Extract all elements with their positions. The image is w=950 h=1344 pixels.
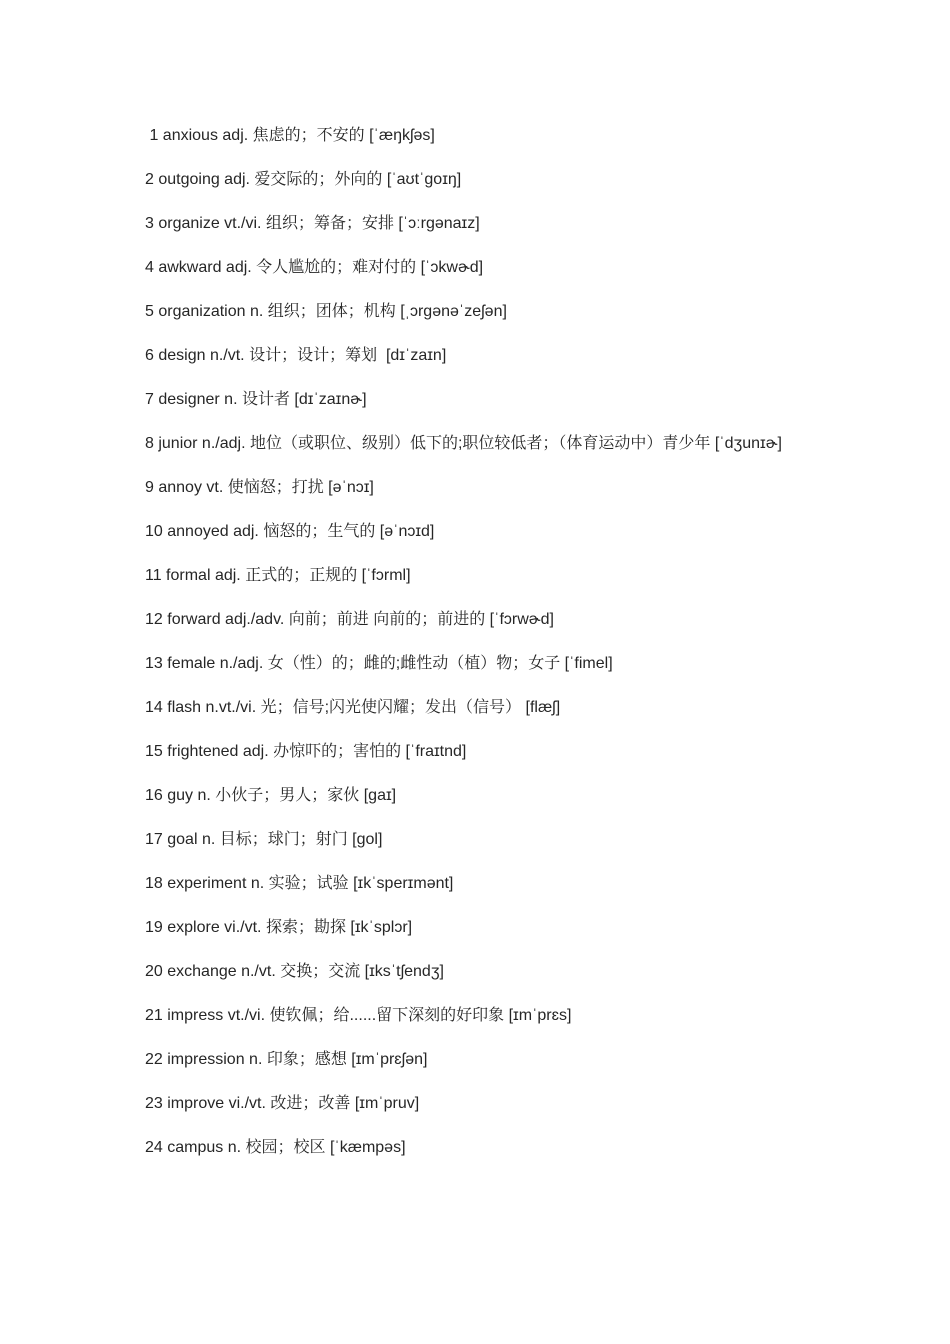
- vocab-entry: 13 female n./adj. 女（性）的；雌的;雌性动（植）物；女子 [ˈfimel]: [145, 655, 613, 672]
- vocab-entry: 10 annoyed adj. 恼怒的；生气的 [əˈnɔɪd]: [145, 523, 435, 540]
- vocab-entry: 6 design n./vt. 设计；设计；筹划 [dɪˈzaɪn]: [145, 347, 447, 364]
- vocab-entry: 15 frightened adj. 办惊吓的；害怕的 [ˈfraɪtnd]: [145, 743, 467, 760]
- vocab-entry: 4 awkward adj. 令人尴尬的；难对付的 [ˈɔkwɚd]: [145, 259, 484, 276]
- vocab-entry: 20 exchange n./vt. 交换；交流 [ɪksˈtʃendʒ]: [145, 963, 444, 980]
- vocab-entry: 18 experiment n. 实验；试验 [ɪkˈsperɪmənt]: [145, 875, 454, 892]
- vocab-entry: 24 campus n. 校园；校区 [ˈkæmpəs]: [145, 1139, 406, 1156]
- vocab-entry: 11 formal adj. 正式的；正规的 [ˈfɔrml]: [145, 567, 411, 584]
- vocab-entry: 8 junior n./adj. 地位（或职位、级别）低下的;职位较低者；（体育运动中）青少年 [ˈdʒunɪɚ]: [145, 435, 782, 452]
- vocab-entry: 1 anxious adj. 焦虑的；不安的 [ˈæŋkʃəs]: [145, 127, 435, 144]
- vocab-entry: 23 improve vi./vt. 改进；改善 [ɪmˈpruv]: [145, 1095, 420, 1112]
- vocab-entry: 16 guy n. 小伙子；男人；家伙 [gaɪ]: [145, 787, 397, 804]
- vocab-entry: 12 forward adj./adv. 向前；前进 向前的；前进的 [ˈfɔrwɚd]: [145, 611, 554, 628]
- vocab-entry: 7 designer n. 设计者 [dɪˈzaɪnɚ]: [145, 391, 367, 408]
- vocab-entry: 3 organize vt./vi. 组织；筹备；安排 [ˈɔːrgənaɪz]: [145, 215, 480, 232]
- vocab-entry: 21 impress vt./vi. 使钦佩；给......留下深刻的好印象 [ɪmˈprɛs]: [145, 1007, 572, 1024]
- vocab-entry: 9 annoy vt. 使恼怒；打扰 [əˈnɔɪ]: [145, 479, 374, 496]
- vocab-entry: 5 organization n. 组织；团体；机构 [ˌɔrgənəˈzeʃən]: [145, 303, 507, 320]
- vocab-entry: 17 goal n. 目标；球门；射门 [gol]: [145, 831, 383, 848]
- vocab-entry: 2 outgoing adj. 爱交际的；外向的 [ˈaʊtˈgoɪŋ]: [145, 171, 462, 188]
- vocab-entry: 22 impression n. 印象；感想 [ɪmˈprɛʃən]: [145, 1051, 428, 1068]
- vocab-entry: 14 flash n.vt./vi. 光；信号;闪光使闪耀；发出（信号） [flæʃ]: [145, 699, 561, 716]
- vocab-list: [145, 121, 815, 1177]
- vocab-entry: 19 explore vi./vt. 探索；勘探 [ɪkˈsplɔr]: [145, 919, 413, 936]
